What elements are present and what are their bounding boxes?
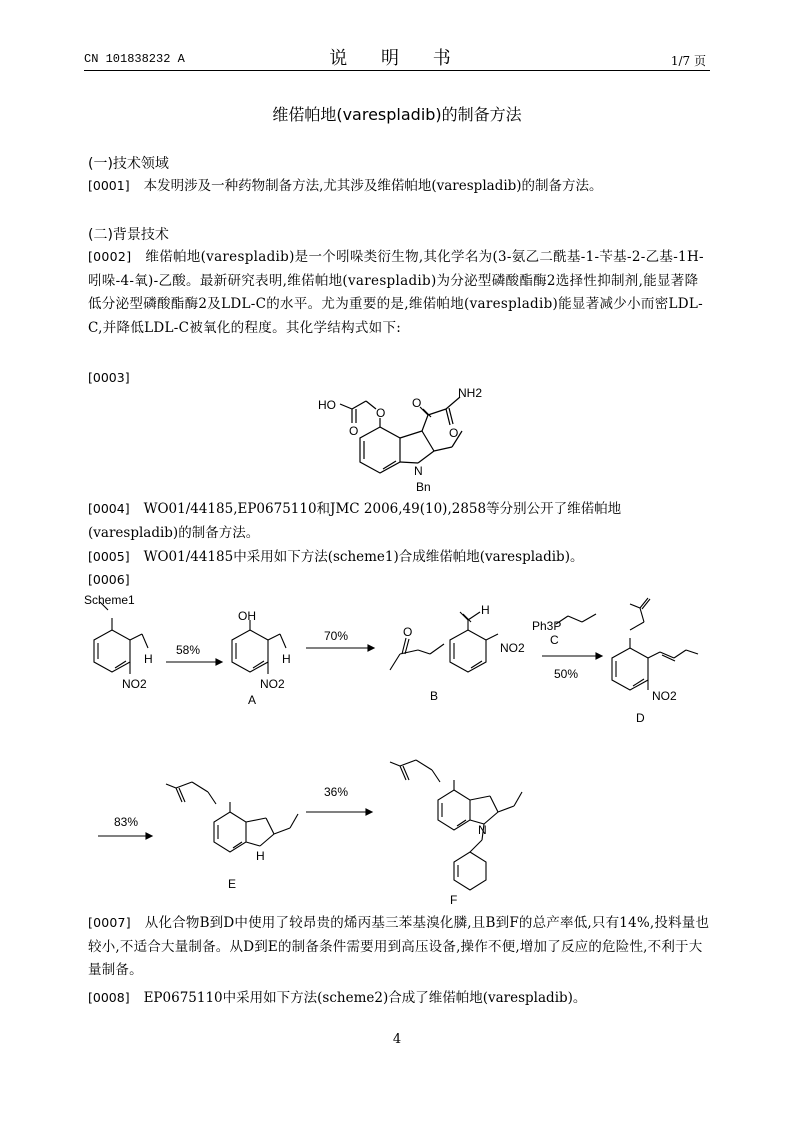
varespladib-structure — [310, 385, 510, 497]
paragraph-text: 本发明涉及一种药物制备方法,尤其涉及维偌帕地(varespladib)的制备方法。 — [143, 178, 603, 194]
paragraph-tag: [0008] — [88, 990, 130, 1005]
page-indicator: 1/7 页 — [670, 54, 706, 68]
indole-nh-label: H — [256, 849, 265, 863]
paragraph-text: WO01/44185中采用如下方法(scheme1)合成维偌帕地(varespladib)。 — [143, 549, 584, 565]
ho-label: HO — [318, 398, 336, 412]
paragraph-tag: [0007] — [88, 915, 131, 930]
page-number: 4 — [392, 1032, 402, 1047]
nitro-label: NO2 — [652, 689, 677, 703]
scheme-label: Scheme1 — [84, 593, 135, 607]
nitro-label: NO2 — [500, 641, 525, 655]
compound-c-label: C — [550, 633, 559, 647]
paragraph-text: EP0675110中采用如下方法(scheme2)合成了维偌帕地(varespladib)。 — [143, 990, 587, 1006]
compound-e-label: E — [228, 877, 237, 891]
paragraph-text: 维偌帕地(varespladib)是一个吲哚类衍生物,其化学名为(3-氨乙二酰基-1-苄基-2-乙基-1H-吲哚-4-氧)-乙酸。最新研究表明,维偌帕地(varespladib)为分泌型磷酸酯酶2选择性抑制剂,能显著降低分泌型磷酸酯酶2及LDL-C的水平。尤为重要的是,维偌帕地(varespladib)能显著减少小而密LDL-C,并降低LDL-C被氧化的程度。其化学结构式如下: — [88, 249, 704, 336]
aldehyde-h-label: H — [282, 652, 291, 666]
paragraph-tag: [0004] — [88, 501, 130, 516]
paragraph-0008 — [88, 986, 710, 1011]
compound-a-label: A — [248, 693, 257, 707]
carbonyl-oxygen-label: O — [349, 424, 359, 438]
ylide-label: Ph3P — [532, 619, 562, 633]
yield-50: 50% — [554, 667, 579, 681]
compound-d-label: D — [636, 711, 645, 725]
yield-70: 70% — [324, 629, 349, 643]
paragraph-0001 — [88, 174, 710, 199]
aldehyde-h-label: H — [144, 652, 153, 666]
header-title: 说 明 书 — [329, 48, 465, 69]
ether-oxygen-label: O — [376, 406, 386, 420]
indole-nitrogen-label: N — [414, 464, 423, 478]
paragraph-text: 从化合物B到D中使用了较昂贵的烯丙基三苯基溴化膦,且B到F的总产率低,只有14%,投料量也较小,不适合大量制备。从D到E的制备条件需要用到高压设备,操作不便,增加了反应的危险性,不利于大量制备。 — [88, 915, 710, 978]
paragraph-0007 — [88, 911, 710, 983]
amide-oxygen-label: O — [449, 426, 459, 440]
hydroxyl-label: OH — [238, 609, 256, 623]
nh2-label: NH2 — [458, 386, 483, 400]
paragraph-0006-tag: [0006] — [88, 572, 130, 587]
compound-f-label: F — [450, 893, 458, 906]
bn-label: Bn — [416, 480, 431, 494]
paragraph-text: WO01/44185,EP0675110和JMC 2006,49(10),2858等分别公开了维偌帕地(varespladib)的制备方法。 — [88, 501, 622, 541]
yield-36: 36% — [324, 785, 349, 799]
paragraph-tag: [0001] — [88, 178, 130, 193]
paragraph-0002 — [88, 245, 710, 340]
document-number: CN 101838232 A — [84, 52, 185, 66]
yield-83: 83% — [114, 815, 139, 829]
header-rule — [84, 70, 710, 71]
yield-58: 58% — [176, 643, 201, 657]
nitro-label: NO2 — [260, 677, 285, 691]
ester-oxygen-label: O — [403, 625, 413, 639]
section-heading-background: (二)背景技术 — [88, 227, 169, 243]
indole-nitrogen-label: N — [478, 823, 487, 837]
aldehyde-h-label: H — [481, 603, 490, 617]
document-title: 维偌帕地(varespladib)的制备方法 — [272, 105, 522, 124]
paragraph-0004 — [88, 497, 710, 545]
nitro-label: NO2 — [122, 677, 147, 691]
scheme1-diagram — [84, 590, 714, 906]
compound-b-label: B — [430, 689, 439, 703]
paragraph-tag: [0005] — [88, 549, 130, 564]
paragraph-0003-tag: [0003] — [88, 370, 130, 385]
paragraph-0005 — [88, 545, 710, 570]
ketone-oxygen-label: O — [412, 396, 422, 410]
section-heading-technical-field: (一)技术领域 — [88, 156, 169, 172]
paragraph-tag: [0002] — [88, 249, 132, 264]
